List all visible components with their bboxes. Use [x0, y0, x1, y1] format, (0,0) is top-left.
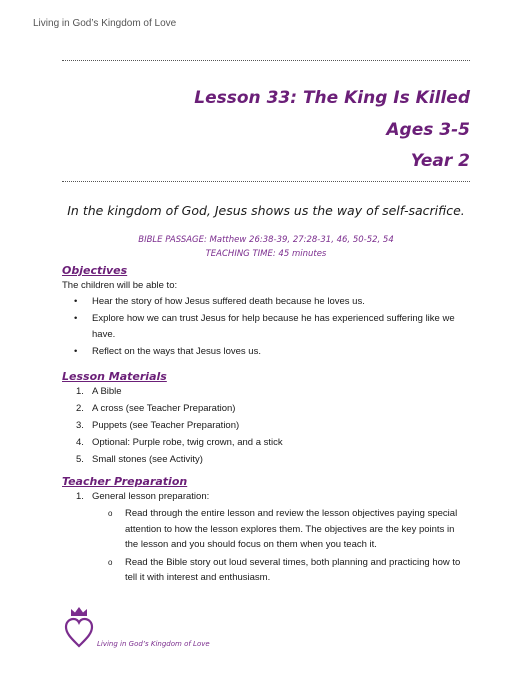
preparation-subtext: Read the Bible story out loud several times, both planning and practicing how to tell it with interest and enthusiasm.	[125, 556, 461, 583]
circle-bullet-icon: o	[108, 509, 113, 518]
bullet-icon: •	[74, 346, 78, 357]
item-number: 1.	[76, 386, 84, 397]
preparation-text: General lesson preparation:	[92, 491, 210, 502]
preparation-subtext: Read through the entire lesson and review the lesson objectives paying special attention to how the lesson explores them. The objectives are the key points in the lesson and you should focus on them when you teach it.	[125, 508, 458, 550]
item-number: 3.	[76, 420, 84, 431]
list-item	[62, 294, 470, 310]
item-number: 4.	[76, 437, 84, 448]
objectives-heading: Objectives	[62, 264, 128, 277]
objective-text: Reflect on the ways that Jesus loves us.	[92, 346, 261, 357]
materials-list	[62, 384, 470, 468]
item-number: 1.	[76, 491, 84, 502]
objective-text: Hear the story of how Jesus suffered death because he loves us.	[92, 295, 365, 307]
lesson-title: Lesson 33: The King Is Killed	[194, 88, 470, 108]
list-item	[62, 506, 470, 553]
objectives-list	[62, 294, 470, 360]
preparation-list	[62, 489, 470, 505]
running-header: Living in God’s Kingdom of Love	[33, 18, 177, 29]
bible-passage: BIBLE PASSAGE: Matthew 26:38-39, 27:28-31, 46, 50-52, 54	[138, 235, 394, 245]
material-text: A Bible	[92, 386, 122, 397]
list-item	[62, 401, 470, 417]
lesson-ages: Ages 3-5	[386, 120, 470, 140]
crown-heart-logo-icon	[63, 604, 95, 648]
list-item	[62, 384, 470, 400]
objective-text: Explore how we can trust Jesus for help because he has experienced suffering like we have.	[92, 313, 455, 340]
list-item	[62, 555, 470, 586]
list-item	[62, 435, 470, 451]
list-item	[62, 418, 470, 434]
item-number: 5.	[76, 454, 84, 465]
preparation-section	[62, 474, 470, 586]
bullet-icon: •	[74, 295, 78, 307]
list-item	[62, 452, 470, 468]
preparation-heading: Teacher Preparation	[62, 475, 188, 488]
bottom-dotted-rule	[62, 181, 470, 182]
material-text: Puppets (see Teacher Preparation)	[92, 420, 240, 431]
top-dotted-rule	[62, 60, 470, 61]
list-item	[62, 344, 470, 360]
footer-text: Living in God’s Kingdom of Love	[97, 640, 210, 648]
list-item	[62, 311, 470, 342]
bullet-icon: •	[74, 313, 78, 324]
preparation-sublist	[62, 506, 470, 586]
item-number: 2.	[76, 403, 84, 414]
material-text: Small stones (see Activity)	[92, 454, 203, 465]
material-text: A cross (see Teacher Preparation)	[92, 403, 236, 414]
list-item	[62, 489, 470, 505]
circle-bullet-icon: o	[108, 557, 113, 567]
lesson-year: Year 2	[410, 151, 470, 171]
material-text: Optional: Purple robe, twig crown, and a stick	[92, 437, 283, 448]
materials-heading: Lesson Materials	[62, 370, 167, 383]
teaching-time: TEACHING TIME: 45 minutes	[205, 249, 327, 259]
lesson-theme: In the kingdom of God, Jesus shows us the way of self-sacrifice.	[67, 203, 465, 218]
objectives-intro: The children will be able to:	[62, 280, 178, 291]
materials-section	[62, 369, 470, 469]
objectives-section	[62, 263, 470, 362]
